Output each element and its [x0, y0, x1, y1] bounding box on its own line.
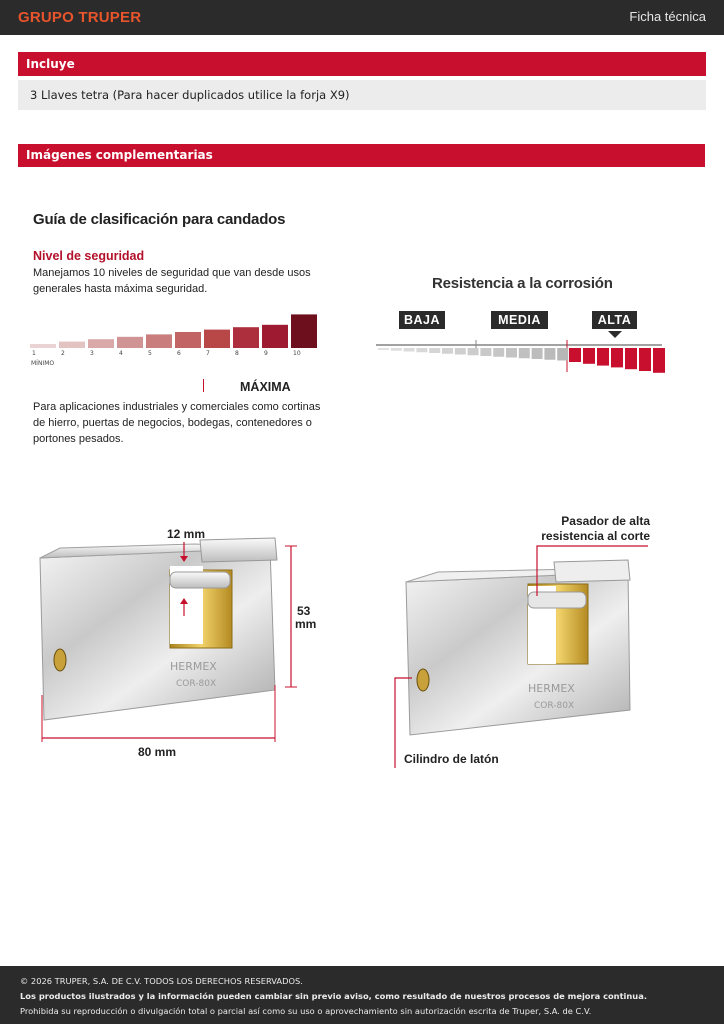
padlock-body [406, 572, 630, 735]
security-level-number-10: 10 [293, 350, 301, 357]
padlock-right-block [554, 560, 630, 582]
selected-pointer-icon [608, 331, 622, 338]
security-level-number-4: 4 [119, 350, 123, 357]
security-level-bar-4 [117, 337, 143, 348]
corrosion-bar [544, 348, 555, 360]
padlock-dimensions-image [30, 520, 350, 770]
corrosion-bar [597, 348, 609, 366]
security-level-bar-3 [88, 339, 114, 348]
security-level-bar-8 [233, 327, 259, 348]
padlock-features-image [380, 510, 700, 770]
brand-logo: GRUPO TRUPER [18, 9, 142, 26]
corrosion-bar [455, 348, 466, 355]
footer-copyright: © 2026 TRUPER, S.A. DE C.V. TODOS LOS DERECHOS RESERVADOS. [20, 976, 303, 986]
security-level-number-6: 6 [177, 350, 181, 357]
corrosion-bar [442, 348, 453, 354]
corrosion-bar [653, 348, 665, 373]
security-level-bar-5 [146, 334, 172, 348]
security-level-subtitle: Nivel de seguridad [33, 249, 145, 263]
padlock-body [40, 548, 275, 720]
maximum-desc-line2: de hierro, puertas de negocios, bodegas, contenedores o [33, 417, 312, 429]
corrosion-bar [391, 348, 402, 351]
maximum-desc-line3: portones pesados. [33, 433, 124, 445]
corrosion-bar [506, 348, 517, 358]
corrosion-bar [519, 348, 530, 358]
security-level-bar-6 [175, 332, 201, 348]
security-level-bar-7 [204, 330, 230, 348]
corrosion-high-tag: ALTA [592, 311, 637, 329]
footer [0, 966, 724, 1024]
security-level-bar-9 [262, 325, 288, 348]
complementary-heading: Imágenes complementarias [18, 144, 705, 167]
engraving-model: COR-80X [534, 701, 575, 711]
corrosion-bar [404, 348, 415, 352]
footer-prohibition: Prohibida su reproducción o divulgación total o parcial así como su uso o aprovechamiento sin autorización escrita de Truper, S.A. de C.V. [20, 1006, 592, 1016]
security-level-number-7: 7 [206, 350, 210, 357]
engraving-brand: HERMEX [170, 660, 217, 673]
engraving-model: COR-80X [176, 679, 217, 689]
guide-title: Guía de clasificación para candados [33, 211, 286, 228]
security-level-number-2: 2 [61, 350, 65, 357]
minimum-label: MÍNIMO [31, 360, 55, 367]
maximum-marker [203, 379, 204, 392]
corrosion-title: Resistencia a la corrosión [432, 275, 613, 292]
corrosion-bar [557, 348, 568, 361]
corrosion-bar [639, 348, 651, 371]
height-value-label: 53 [297, 604, 311, 618]
security-level-number-9: 9 [264, 350, 268, 357]
keyhole-icon [54, 649, 66, 671]
width-label: 80 mm [138, 745, 177, 759]
corrosion-bar [378, 348, 389, 350]
corrosion-low-tag: BAJA [399, 311, 445, 329]
corrosion-bars [378, 348, 665, 373]
shackle-gap-label: 12 mm [167, 527, 206, 541]
security-desc-line1: Manejamos 10 niveles de seguridad que van desde usos [33, 267, 311, 279]
corrosion-bar [416, 348, 427, 352]
pin-label-line2: resistencia al corte [541, 529, 650, 543]
corrosion-bar [493, 348, 504, 357]
maximum-desc-line1: Para aplicaciones industriales y comerciales como cortinas [33, 401, 321, 413]
footer-notice: Los productos ilustrados y la información pueden cambiar sin previo aviso, como resultado de nuestros procesos de mejora continua. [20, 991, 647, 1001]
includes-heading: Incluye [18, 52, 706, 76]
corrosion-bar [480, 348, 491, 356]
corrosion-scale [370, 328, 670, 378]
security-level-number-1: 1 [32, 350, 36, 357]
includes-item: 3 Llaves tetra (Para hacer duplicados utilice la forja X9) [18, 80, 706, 110]
shackle-bar [170, 572, 230, 588]
document-type: Ficha técnica [629, 9, 706, 24]
security-desc-line2: generales hasta máxima seguridad. [33, 283, 208, 295]
security-level-number-3: 3 [90, 350, 94, 357]
corrosion-bar [583, 348, 595, 364]
keyhole-icon [417, 669, 429, 691]
maximum-label: MÁXIMA [240, 380, 291, 394]
padlock-right-block [200, 538, 277, 562]
engraving-brand: HERMEX [528, 682, 575, 695]
top-bar [0, 0, 724, 35]
corrosion-bar [611, 348, 623, 367]
corrosion-bar [468, 348, 479, 355]
security-level-bar-2 [59, 342, 85, 348]
security-level-number-5: 5 [148, 350, 152, 357]
pin-label-line1: Pasador de alta [561, 514, 650, 528]
security-level-bar-10 [291, 314, 317, 348]
corrosion-mid-tag: MEDIA [491, 311, 548, 329]
cylinder-label: Cilindro de latón [404, 752, 499, 766]
corrosion-bar [625, 348, 637, 369]
height-unit-label: mm [295, 617, 317, 631]
security-level-number-8: 8 [235, 350, 239, 357]
security-level-bar-1 [30, 344, 56, 348]
corrosion-bar [569, 348, 581, 362]
corrosion-bar [429, 348, 440, 353]
security-level-scale [28, 312, 328, 352]
corrosion-bar [532, 348, 543, 359]
